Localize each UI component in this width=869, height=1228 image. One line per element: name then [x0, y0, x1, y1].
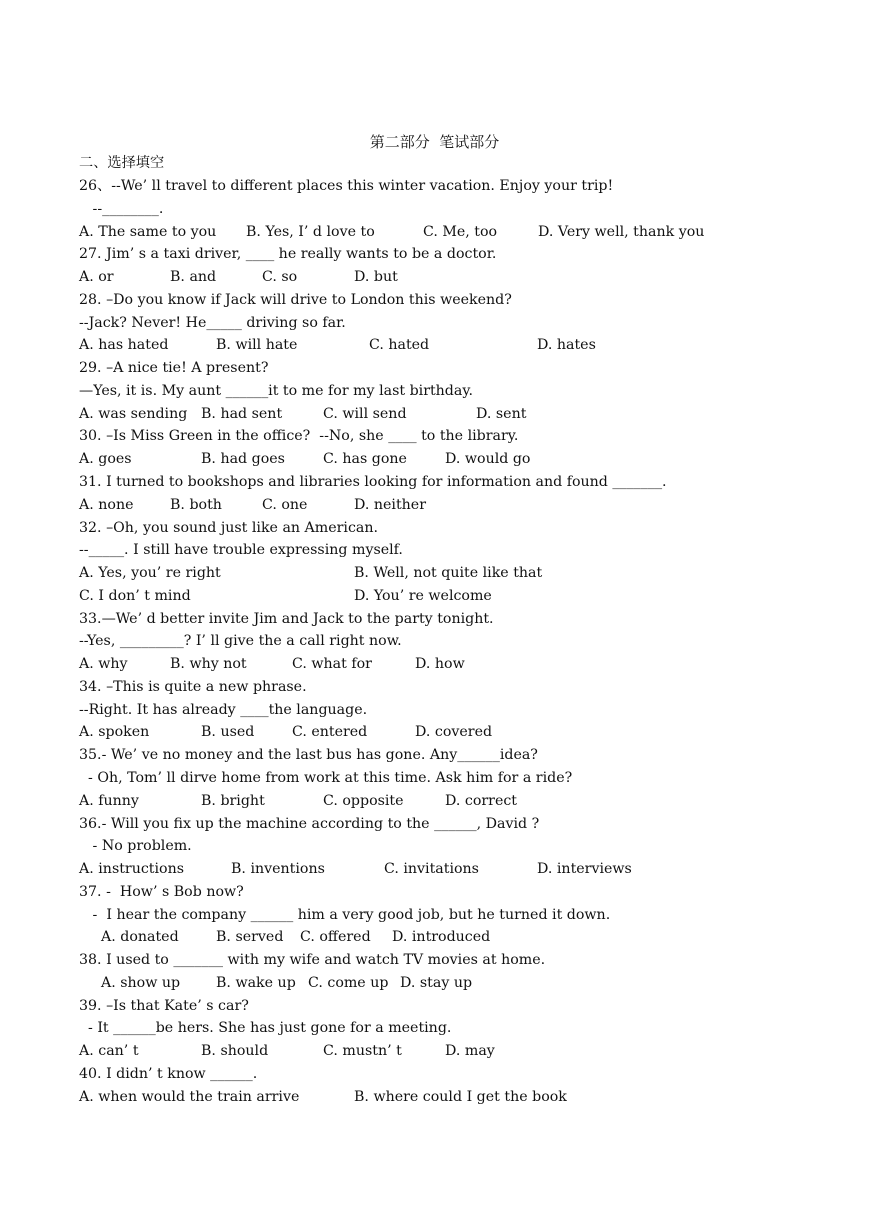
option-text: B. had sent — [201, 405, 283, 422]
option-text: B. bright — [201, 792, 265, 809]
option-text: B. served — [216, 929, 284, 946]
question-line: - I hear the company ______ him a very good job, but he turned it down. — [79, 906, 611, 923]
option-text: C. invitations — [384, 861, 479, 878]
option-text: A. donated — [101, 929, 179, 946]
question-line: - No problem. — [79, 838, 192, 855]
question-line: 34. –This is quite a new phrase. — [79, 678, 307, 695]
option-text: B. and — [170, 269, 217, 286]
question-line: 37. - How’ s Bob now? — [79, 883, 244, 900]
option-text: A. goes — [79, 451, 132, 468]
option-text: B. will hate — [216, 337, 298, 354]
option-text: D. but — [354, 269, 398, 286]
option-text: C. so — [262, 269, 298, 286]
question-line: 33.—We’ d better invite Jim and Jack to the party tonight. — [79, 610, 494, 627]
option-text: A. Yes, you’ re right — [79, 565, 221, 582]
option-text: A. has hated — [79, 337, 169, 354]
option-text: A. when would the train arrive — [79, 1088, 300, 1105]
option-text: A. instructions — [79, 861, 184, 878]
option-text: B. both — [170, 496, 222, 513]
option-text: A. none — [79, 496, 134, 513]
question-line: 30. –Is Miss Green in the office? --No, she ____ to the library. — [79, 428, 519, 445]
option-text: B. wake up — [216, 974, 296, 991]
option-text: D. covered — [415, 724, 493, 741]
option-text: B. should — [201, 1043, 269, 1060]
option-text: C. I don’ t mind — [79, 587, 191, 604]
question-line: 28. –Do you know if Jack will drive to London this weekend? — [79, 291, 512, 308]
option-text: C. come up — [308, 974, 389, 991]
option-text: D. neither — [354, 496, 426, 513]
question-line: - It ______be hers. She has just gone for a meeting. — [79, 1020, 452, 1037]
option-text: A. was sending — [79, 405, 188, 422]
option-text: C. will send — [323, 405, 407, 422]
option-text: C. has gone — [323, 451, 407, 468]
option-text: D. how — [415, 656, 465, 673]
option-text: D. stay up — [400, 974, 473, 991]
option-text: A. or — [79, 269, 114, 286]
question-line: --Right. It has already ____the language. — [79, 701, 368, 718]
option-text: C. entered — [292, 724, 368, 741]
section-heading: 二、选择填空 — [79, 155, 165, 171]
option-text: B. Yes, I’ d love to — [246, 223, 375, 240]
option-text: D. may — [445, 1043, 495, 1060]
question-line: --Yes, _________? I’ ll give the a call right now. — [79, 633, 402, 650]
question-line: 40. I didn’ t know ______. — [79, 1066, 258, 1083]
option-text: C. opposite — [323, 792, 404, 809]
question-line: 36.- Will you fix up the machine according to the ______, David ? — [79, 815, 540, 832]
option-text: D. correct — [445, 792, 517, 809]
question-line: 29. –A nice tie! A present? — [79, 360, 269, 377]
option-text: D. You’ re welcome — [354, 587, 492, 604]
option-text: A. funny — [79, 792, 139, 809]
option-text: B. where could I get the book — [354, 1088, 567, 1105]
option-text: A. spoken — [79, 724, 150, 741]
option-text: D. sent — [476, 405, 527, 422]
question-line: --Jack? Never! He_____ driving so far. — [79, 314, 346, 331]
question-line: --_____. I still have trouble expressing myself. — [79, 542, 403, 559]
option-text: D. introduced — [392, 929, 491, 946]
option-text: B. used — [201, 724, 255, 741]
option-text: B. had goes — [201, 451, 285, 468]
option-text: C. one — [262, 496, 308, 513]
option-text: C. Me, too — [423, 223, 498, 240]
option-text: A. can’ t — [79, 1043, 139, 1060]
page-title: 第二部分 笔试部分 — [369, 133, 500, 151]
question-line: 35.- We’ ve no money and the last bus has gone. Any______idea? — [79, 747, 538, 764]
question-line: 31. I turned to bookshops and libraries looking for information and found _______. — [79, 474, 667, 490]
option-text: A. The same to you — [79, 223, 217, 240]
option-text: C. what for — [292, 656, 372, 673]
option-text: C. offered — [300, 929, 371, 946]
option-text: D. Very well, thank you — [538, 223, 705, 240]
option-text: B. why not — [170, 656, 247, 673]
question-line: 39. –Is that Kate’ s car? — [79, 997, 249, 1014]
option-text: B. Well, not quite like that — [354, 565, 543, 582]
question-line: 38. I used to _______ with my wife and watch TV movies at home. — [79, 952, 546, 969]
question-line: —Yes, it is. My aunt ______it to me for my last birthday. — [79, 382, 473, 399]
option-text: A. why — [79, 656, 128, 673]
option-text: C. mustn’ t — [323, 1043, 402, 1060]
question-line: 32. –Oh, you sound just like an American. — [79, 519, 379, 536]
option-text: D. interviews — [537, 861, 632, 878]
question-line: --________. — [79, 200, 164, 217]
option-text: D. hates — [537, 337, 596, 354]
option-text: C. hated — [369, 337, 430, 354]
option-text: B. inventions — [231, 861, 325, 878]
question-line: 27. Jim’ s a taxi driver, ____ he really wants to be a doctor. — [79, 246, 497, 263]
question-line: 26、--We’ ll travel to different places this winter vacation. Enjoy your trip! — [79, 178, 614, 194]
option-text: D. would go — [445, 451, 531, 468]
option-text: A. show up — [101, 974, 181, 991]
question-line: - Oh, Tom’ ll dirve home from work at this time. Ask him for a ride? — [79, 770, 573, 787]
